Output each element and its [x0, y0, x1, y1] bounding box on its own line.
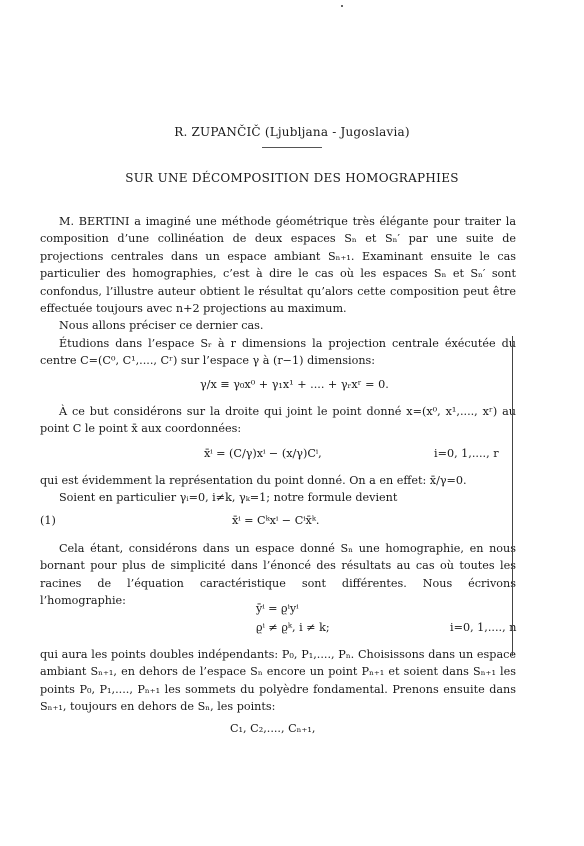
- equation-plane: γ/x ≡ γ₀x⁰ + γ₁x¹ + .... + γᵣxʳ = 0.: [200, 378, 389, 391]
- paragraph-3: Étudions dans l’espace Sᵣ à r dimensions la projection centrale éxécutée du centre C=(C⁰, C¹,...., Cʳ) sur l’espace γ à (r−1) dimensions:: [40, 336, 516, 368]
- paragraph-block-3: [40, 472, 516, 507]
- equation-projection-range: i=0, 1,...., r: [434, 447, 499, 460]
- equation-1: x̄ⁱ = Cᵏxⁱ − Cⁱx̄ᵏ.: [232, 514, 320, 527]
- paragraph-intro: [40, 213, 516, 370]
- equation-homography: ȳⁱ = ϱⁱyⁱ: [256, 602, 299, 615]
- equation-1-label: (1): [40, 514, 56, 527]
- paragraph-7: Cela étant, considérons dans un espace donné Sₙ une homographie, en nous bornant pour plus de simplicité dans l’énoncé des résultats au cas où toutes les racines de l’équation caractéristique sont différentes. Nous écrivons l’homographie:: [40, 542, 516, 608]
- scan-margin-line: [512, 336, 513, 656]
- author-line: R. ZUPANČIČ (Ljubljana - Jugoslavia): [174, 125, 410, 139]
- paragraph-8: qui aura les points doubles indépendants: P₀, P₁,...., Pₙ. Choisissons dans un espace ambiant Sₙ₊₁, en dehors de l’espace Sₙ encore un point Pₙ₊₁ et soient dans Sₙ₊₁ les points P₀, P₁,...., Pₙ₊₁ les sommets du polyèdre fondamental. Prenons ensuite dans Sₙ₊₁, toujours en dehors de Sₙ, les points:: [40, 648, 516, 714]
- paragraph-1: M. BERTINI a imaginé une méthode géométrique très élégante pour traiter la composition d’une collinéation de deux espaces Sₙ et Sₙ′ par une suite de projections centrales dans un espace ambiant Sₙ₊₁. Examinant ensuite le cas particulier des homographies, c’est à dire le cas où les espaces Sₙ et Sₙ′ sont confondus, l’illustre auteur obtient le résultat qu’alors cette composition peut être effectuée toujours avec n+2 projections au maximum.: [40, 215, 516, 316]
- title-rule: [262, 147, 322, 148]
- scan-speck: [341, 5, 343, 7]
- equation-homography-condition: ϱⁱ ≠ ϱᵏ, i ≠ k;: [256, 621, 330, 634]
- paragraph-block-5: [40, 646, 516, 716]
- equation-projection: x̄ⁱ = (C/γ)xⁱ − (x/γ)Cⁱ,: [204, 447, 322, 460]
- paragraph-5: qui est évidemment la représentation du point donné. On a en effet: x̄/γ=0.: [40, 474, 467, 487]
- paragraph-block-2: [40, 403, 516, 438]
- paragraph-4: À ce but considérons sur la droite qui joint le point donné x=(x⁰, x¹,...., xʳ) au point C le point x̄ aux coordonnées:: [40, 405, 516, 436]
- paragraph-2: Nous allons préciser ce dernier cas.: [59, 319, 264, 333]
- paragraph-6: Soient en particulier γᵢ=0, i≠k, γₖ=1; notre formule devient: [59, 491, 398, 505]
- paper-title: SUR UNE DÉCOMPOSITION DES HOMOGRAPHIES: [125, 171, 459, 185]
- equation-points: C₁, C₂,...., Cₙ₊₁,: [230, 722, 316, 735]
- equation-homography-range: i=0, 1,...., n: [450, 621, 517, 634]
- paragraph-block-4: [40, 540, 516, 610]
